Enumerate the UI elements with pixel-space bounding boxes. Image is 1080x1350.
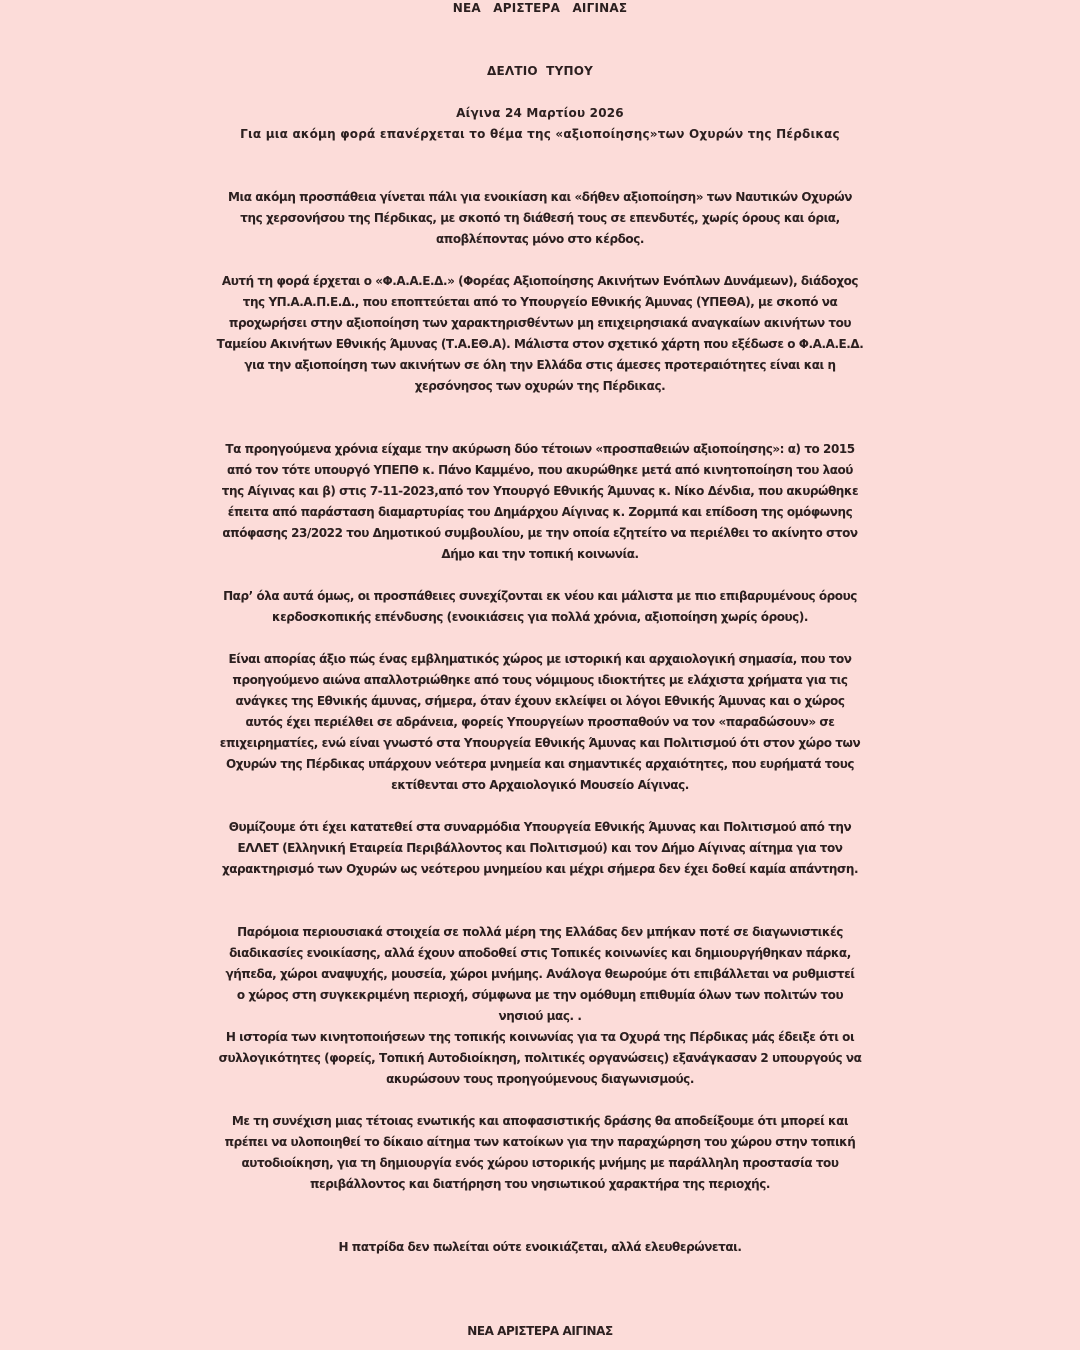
paragraph-line: ο χώρος στη συγκεκριμένη περιοχή, σύμφωνα με την ομόθυμη επιθυμία όλων των πολιτών του [236, 988, 844, 1002]
release-subtitle: Για μια ακόμη φορά επανέρχεται το θέμα της «αξιοποίησης»των Οχυρών της Πέρδικας [240, 127, 840, 141]
paragraph-line: εκτίθενται στο Αρχαιολογικό Μουσείο Αίγινας. [391, 778, 689, 792]
signature: ΝΕΑ ΑΡΙΣΤΕΡΑ ΑΙΓΙΝΑΣ [467, 1324, 613, 1338]
paragraph-line: για την αξιοποίηση των ακινήτων σε όλη την Ελλάδα στις άμεσες προτεραιότητες είναι και η [244, 358, 836, 372]
paragraph-line: χαρακτηρισμό των Οχυρών ως νεότερου μνημείου και μέχρι σήμερα δεν έχει δοθεί καμία απάντηση. [221, 862, 859, 876]
paragraph-line: Η ιστορία των κινητοποιήσεων της τοπικής κοινωνίας για τα Οχυρά της Πέρδικας μάς έδειξε ότι οι [225, 1030, 855, 1044]
paragraph-line: προχωρήσει στην αξιοποίηση των χαρακτηρισθέντων μη επιχειρησιακά αναγκαίων ακινήτων του [228, 316, 852, 330]
paragraph-line: ανάγκες της Εθνικής άμυνας, σήμερα, όταν έχουν εκλείψει οι λόγοι Εθνικής Άμυνας και ο χώρος [235, 694, 845, 708]
paragraph-line: κερδοσκοπικής επένδυσης (ενοικιάσεις για πολλά χρόνια, αξιοποίηση χωρίς όρους). [272, 610, 808, 624]
document-type-title: ΔΕΛΤΙΟ ΤΥΠΟΥ [486, 64, 593, 78]
paragraph-line: περιβάλλοντος και διατήρηση του νησιωτικού χαρακτήρα της περιοχής. [310, 1177, 770, 1191]
paragraph-line: πρέπει να υλοποιηθεί το δίκαιο αίτημα των κατοίκων για την παραχώρηση του χώρου στην τοπική [224, 1135, 856, 1149]
paragraph-line: Αυτή τη φορά έρχεται ο «Φ.Α.Α.Ε.Δ.» (Φορέας Αξιοποίησης Ακινήτων Ενόπλων Δυνάμεων), διάδοχος [221, 274, 859, 288]
release-date: Αίγινα 24 Μαρτίου 2026 [456, 106, 624, 120]
paragraph-line: της χερσονήσου της Πέρδικας, με σκοπό τη διάθεσή τους σε επενδυτές, χωρίς όρους και όρια, [240, 211, 840, 225]
paragraph-line: Τα προηγούμενα χρόνια είχαμε την ακύρωση δύο τέτοιων «προσπαθειών αξιοποίησης»: α) το 2015 [225, 442, 855, 456]
paragraph-line: απόφασης 23/2022 του Δημοτικού συμβουλίου, με την οποία εζητείτο να περιέλθει το ακίνητο στον [222, 526, 858, 540]
closing-slogan: Η πατρίδα δεν πωλείται ούτε ενοικιάζεται, αλλά ελευθερώνεται. [338, 1240, 742, 1254]
paragraph-line: αυτός έχει περιέλθει σε αδράνεια, φορείς Υπουργείων προσπαθούν να τον «παραδώσουν» σε [245, 715, 835, 729]
paragraph-line: Παρόμοια περιουσιακά στοιχεία σε πολλά μέρη της Ελλάδας δεν μπήκαν ποτέ σε διαγωνιστικές [237, 925, 843, 939]
paragraph-line: Παρ’ όλα αυτά όμως, οι προσπάθειες συνεχίζονται εκ νέου και μάλιστα με πιο επιβαρυμένους όρους [223, 589, 857, 603]
paragraph-line: γήπεδα, χώροι αναψυχής, μουσεία, χώροι μνήμης. Ανάλογα θεωρούμε ότι επιβάλλεται να ρυθμιστεί [225, 967, 855, 981]
paragraph-line: επιχειρηματίες, ενώ είναι γνωστό στα Υπουργεία Εθνικής Άμυνας και Πολιτισμού ότι στον χώρο των [219, 736, 861, 750]
paragraph-line: Με τη συνέχιση μιας τέτοιας ενωτικής και αποφασιστικής δράσης θα αποδείξουμε ότι μπορεί και [231, 1114, 849, 1128]
paragraph-line: προηγούμενο αιώνα απαλλοτριώθηκε από τους νόμιμους ιδιοκτήτες με ελάχιστα χρήματα για τις [232, 673, 848, 687]
paragraph-line: ΕΛΛΕΤ (Ελληνική Εταιρεία Περιβάλλοντος και Πολιτισμού) και τον Δήμο Αίγινας αίτημα για τον [237, 841, 843, 855]
paragraph-line: ακυρώσουν τους προηγούμενους διαγωνισμούς. [386, 1072, 694, 1086]
paragraph-line: Μια ακόμη προσπάθεια γίνεται πάλι για ενοικίαση και «δήθεν αξιοποίηση» των Ναυτικών Οχυρών [228, 190, 852, 204]
paragraph-line: της Αίγινας και β) στις 7-11-2023,από τον Υπουργό Εθνικής Άμυνας κ. Νίκο Δένδια, που ακυρώθηκε [221, 484, 859, 498]
paragraph-line: συλλογικότητες (φορείς, Τοπική Αυτοδιοίκηση, πολιτικές οργανώσεις) εξανάγκασαν 2 υπουργούς να [218, 1051, 862, 1065]
paragraph-line: χερσόνησος των οχυρών της Πέρδικας. [414, 379, 666, 393]
paragraph-line: Οχυρών της Πέρδικας υπάρχουν νεότερα μνημεία και σημαντικές αρχαιότητες, που ευρήματά τους [225, 757, 855, 771]
paragraph-line: από τον τότε υπουργό ΥΠΕΠΘ κ. Πάνο Καμμένο, που ακυρώθηκε μετά από κινητοποίηση του λαού [227, 463, 853, 477]
paragraph-line: έπειτα από παράσταση διαμαρτυρίας του Δημάρχου Αίγινας κ. Ζορμπά και επίδοση της ομόφωνης [227, 505, 853, 519]
paragraph-line: Δήμο και την τοπική κοινωνία. [441, 547, 639, 561]
paragraph-line: αυτοδιοίκηση, για τη δημιουργία ενός χώρου ιστορικής μνήμης με παράλληλη προστασία του [241, 1156, 839, 1170]
paragraph-line: Ταμείου Ακινήτων Εθνικής Άμυνας (Τ.Α.ΕΘ.Α). Μάλιστα στον σχετικό χάρτη που εξέδωσε ο Φ.Α.Α.Ε.Δ. [216, 337, 864, 351]
paragraph-line: διαδικασίες ενοικίασης, αλλά έχουν αποδοθεί στις Τοπικές κοινωνίες και δημιουργήθηκαν πάρκα, [229, 946, 851, 960]
paragraph-line: αποβλέποντας μόνο στο κέρδος. [436, 232, 644, 246]
organization-header: ΝΕΑ ΑΡΙΣΤΕΡΑ ΑΙΓΙΝΑΣ [452, 1, 628, 15]
paragraph-line: Θυμίζουμε ότι έχει κατατεθεί στα συναρμόδια Υπουργεία Εθνικής Άμυνας και Πολιτισμού από την [228, 820, 852, 834]
paragraph-line: Είναι απορίας άξιο πώς ένας εμβληματικός χώρος με ιστορική και αρχαιολογική σημασία, που τον [228, 652, 852, 666]
paragraph-line: της ΥΠ.Α.Α.Π.Ε.Δ., που εποπτεύεται από το Υπουργείο Εθνικής Άμυνας (ΥΠΕΘΑ), με σκοπό να [242, 295, 838, 309]
paragraph-line: νησιού μας. . [498, 1009, 582, 1023]
